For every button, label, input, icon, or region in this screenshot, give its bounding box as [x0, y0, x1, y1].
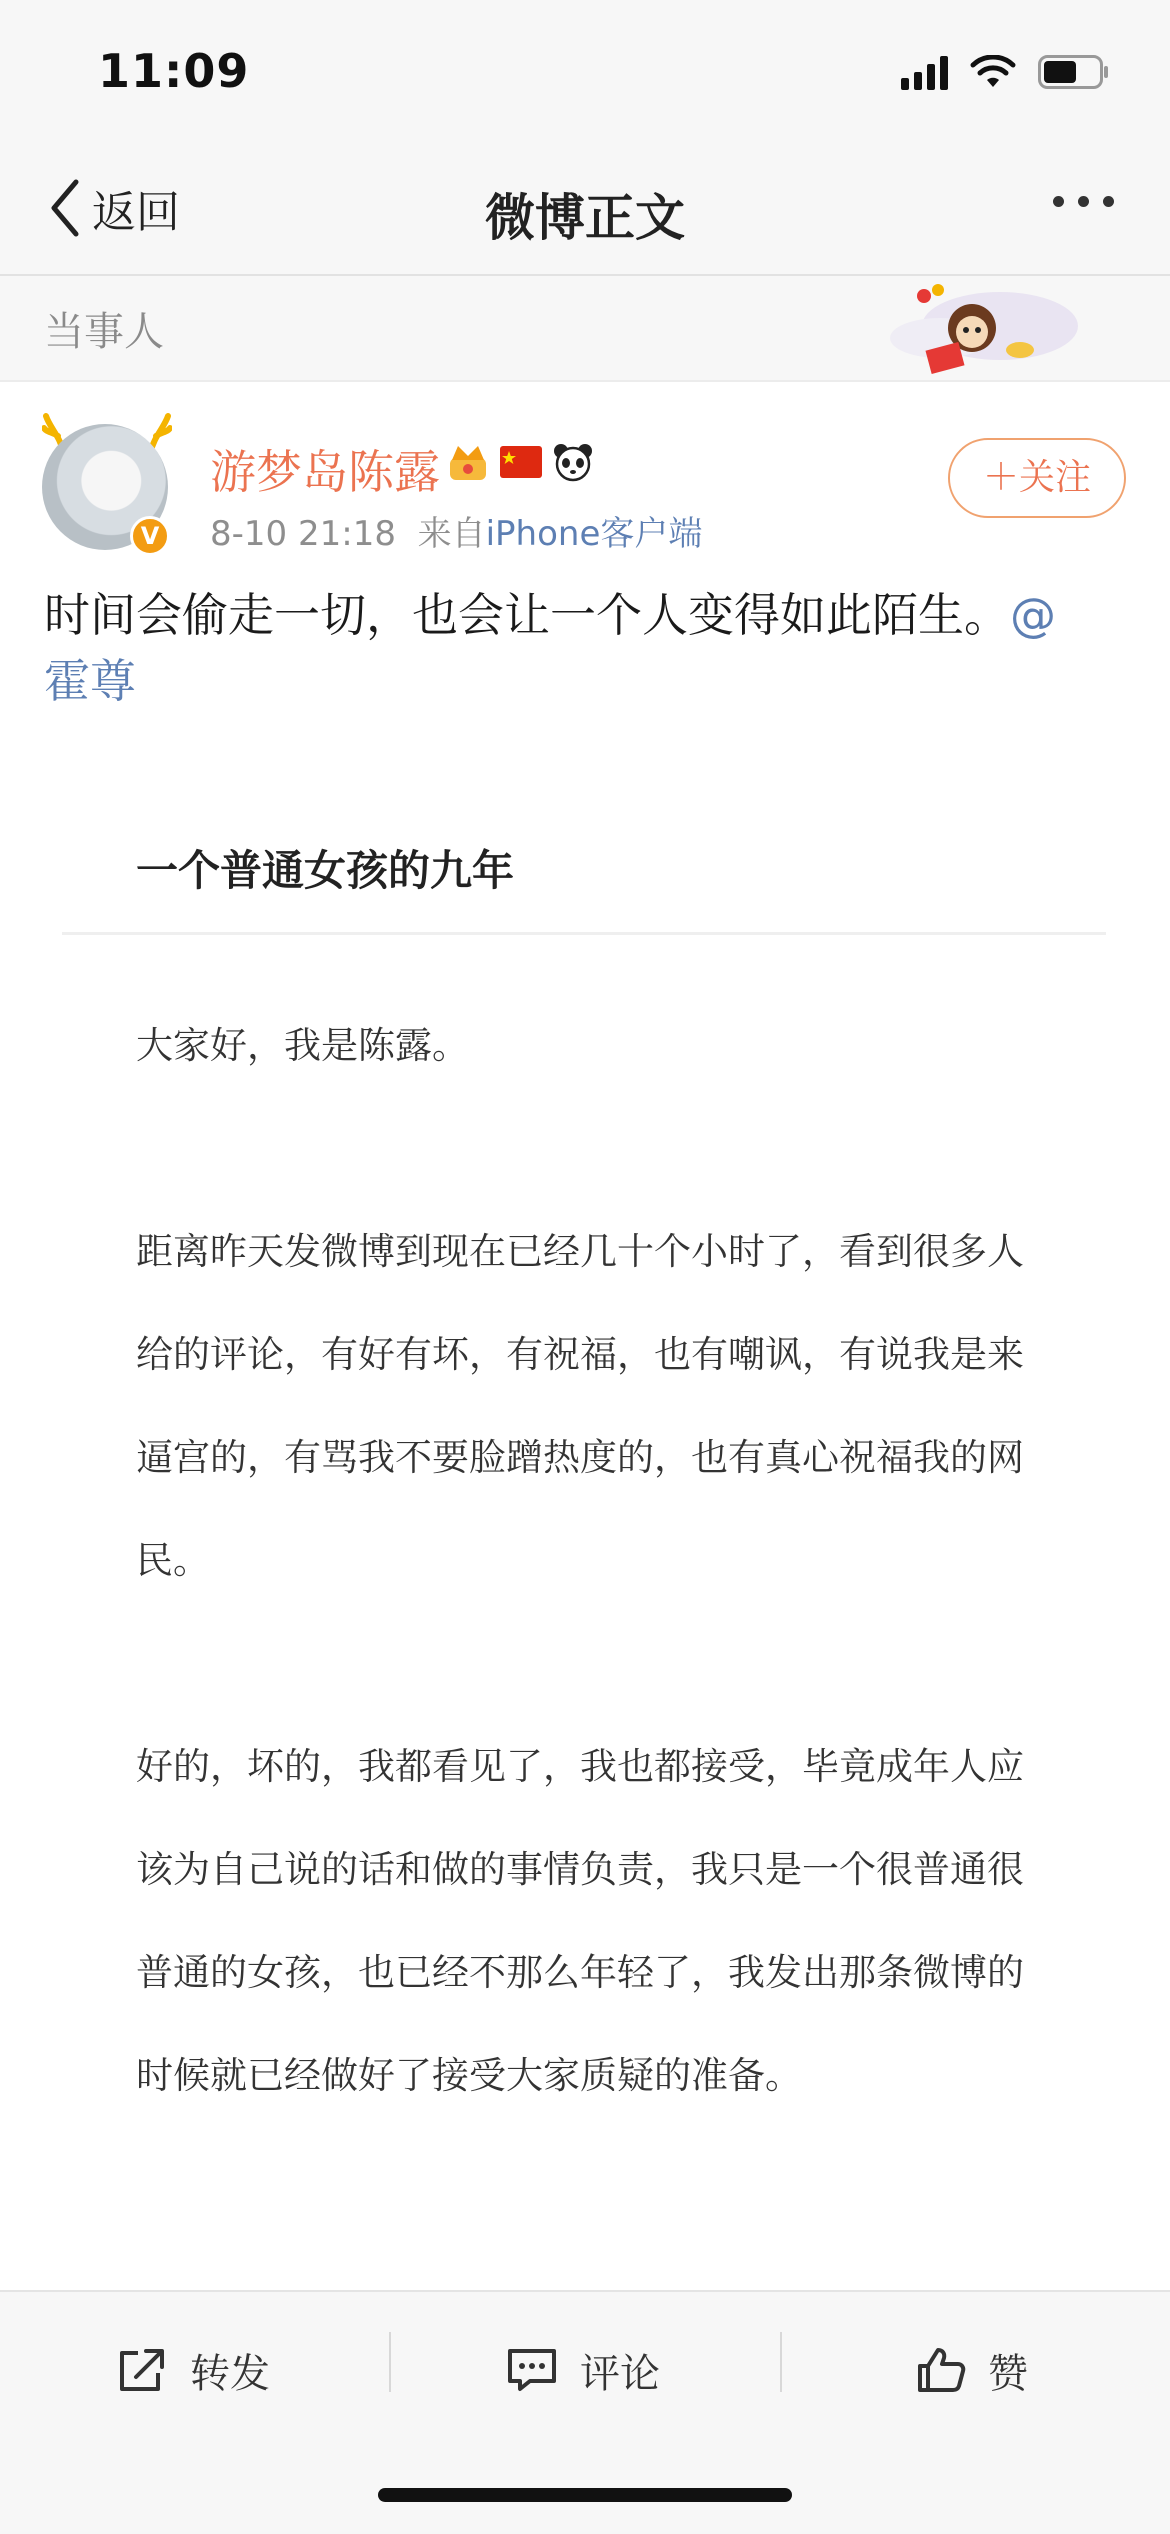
more-dot-icon: [1103, 196, 1114, 207]
article-body: [136, 994, 1036, 2230]
more-dot-icon: [1078, 196, 1089, 207]
page-title: 微博正文: [485, 189, 685, 247]
article-title: 一个普通女孩的九年: [136, 846, 515, 895]
toolbar-divider: [389, 2332, 391, 2392]
thumbs-up-icon: [916, 2346, 966, 2394]
role-label: 当事人: [44, 309, 164, 355]
comment-label: 评论: [580, 2350, 660, 2397]
panda-icon: [552, 442, 594, 482]
name-badges: [446, 442, 594, 482]
role-header: [0, 276, 1170, 382]
post-source[interactable]: iPhone客户端: [485, 514, 703, 554]
source-prefix: 来自: [417, 514, 486, 554]
article-paragraph: 好的，坏的，我都看见了，我也都接受，毕竟成年人应该为自己说的话和做的事情负责，我只是一个很普通很普通的女孩，也已经不那么年轻了，我发出那条微博的时候就已经做好了接受大家质疑的准备。: [136, 1745, 1024, 2097]
repost-button[interactable]: [116, 2330, 270, 2410]
comment-button[interactable]: [506, 2330, 660, 2410]
like-button[interactable]: [916, 2330, 1028, 2410]
more-options-button[interactable]: [1053, 196, 1114, 207]
back-label: 返回: [92, 187, 180, 238]
follow-button[interactable]: ＋关注: [948, 438, 1126, 518]
comment-icon: [506, 2347, 558, 2393]
post-text: [44, 582, 1124, 714]
post-body: 时间会偷走一切，也会让一个人变得如此陌生。: [44, 588, 1010, 642]
status-bar: [0, 0, 1170, 140]
mention-at: @: [1010, 588, 1056, 642]
like-label: 赞: [988, 2350, 1028, 2397]
crown-badge-icon: [446, 442, 490, 482]
china-flag-icon: [500, 444, 542, 480]
repost-label: 转发: [190, 2350, 270, 2397]
verified-badge: V: [130, 516, 170, 556]
article-paragraph: 大家好，我是陈露。: [136, 1024, 469, 1067]
status-time: 11:09: [98, 44, 250, 98]
avatar[interactable]: [42, 406, 168, 550]
repost-icon: [116, 2347, 168, 2393]
toolbar-divider: [780, 2332, 782, 2392]
status-icons: [901, 54, 1110, 90]
author-name[interactable]: 游梦岛陈露: [210, 445, 440, 499]
home-indicator: [378, 2488, 792, 2502]
cellular-signal-icon: [901, 54, 948, 90]
battery-icon: [1038, 55, 1110, 89]
post-meta: [210, 506, 702, 555]
article-paragraph: 距离昨天发微博到现在已经几十个小时了，看到很多人给的评论，有好有坏，有祝福，也有嘲讽，有说我是来逼宫的，有骂我不要脸蹭热度的，也有真心祝福我的网民。: [136, 1230, 1024, 1582]
article-divider: [62, 932, 1106, 935]
nav-bar: [0, 140, 1170, 276]
mention-name: 霍尊: [44, 654, 136, 708]
post-timestamp: 8-10 21:18: [210, 514, 396, 554]
monkey-decoration-icon: [880, 276, 1080, 380]
more-dot-icon: [1053, 196, 1064, 207]
wifi-icon: [970, 55, 1016, 89]
